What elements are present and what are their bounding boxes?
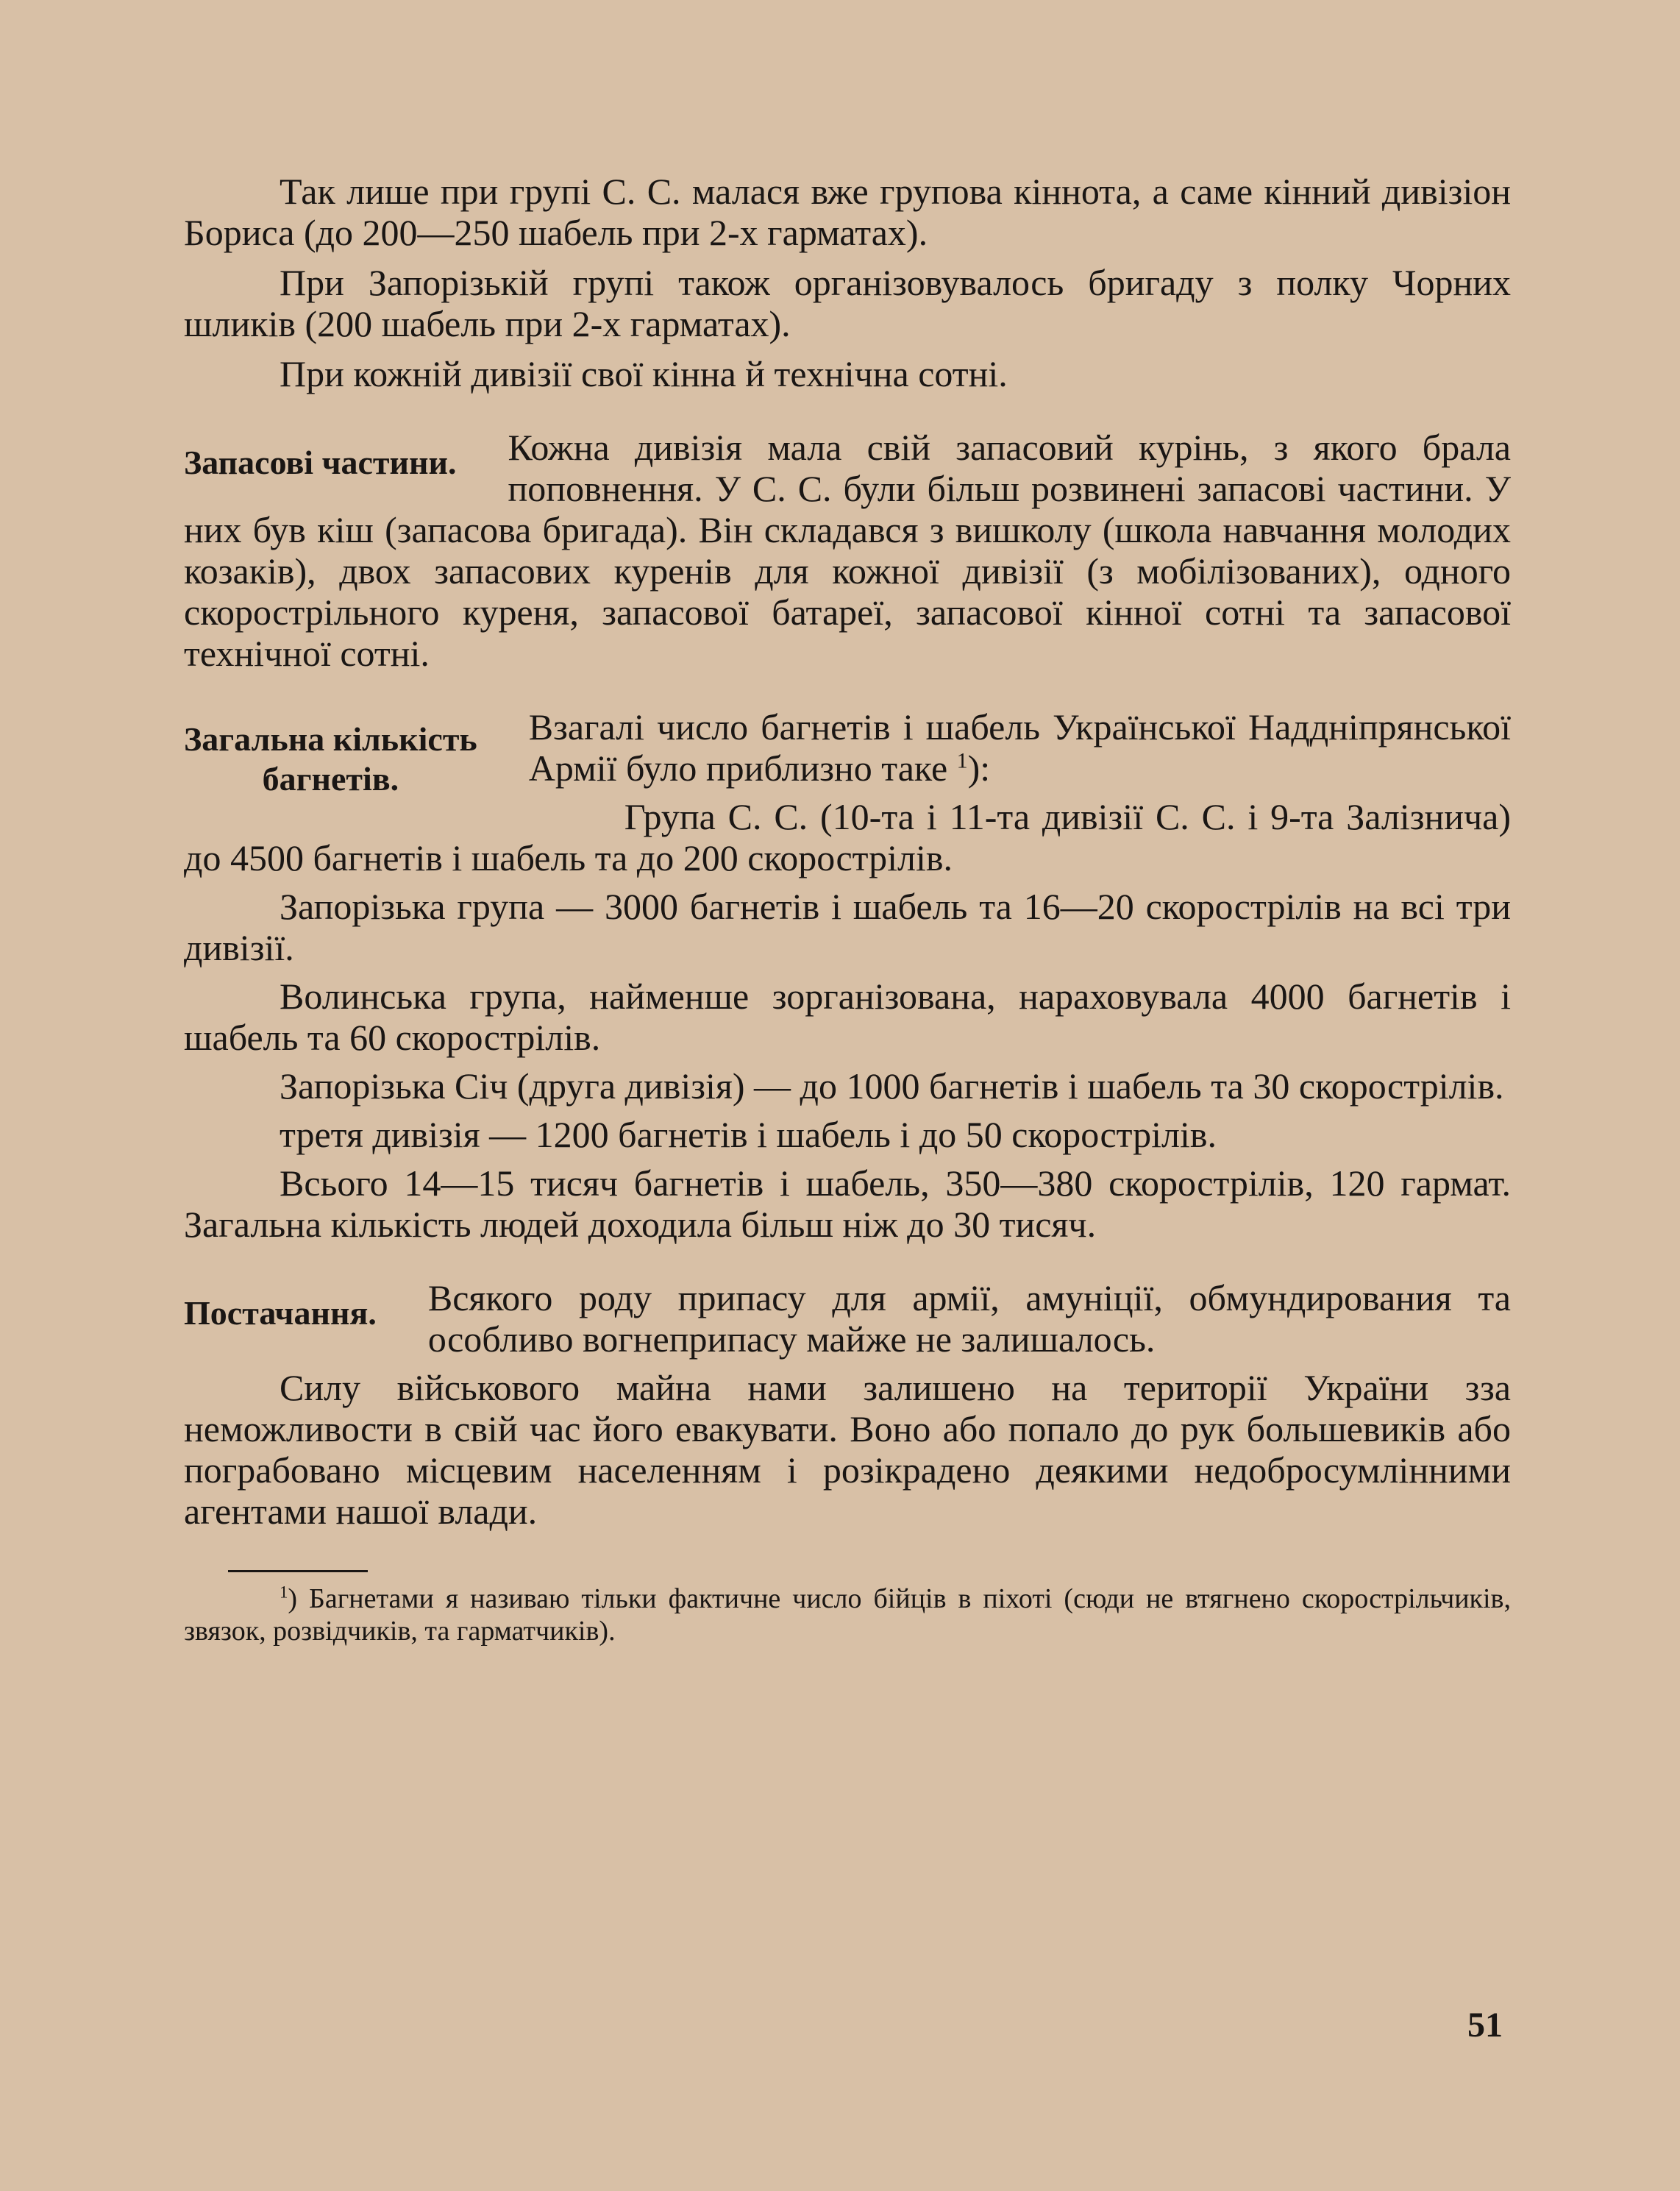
paragraph-group-ss: Група С. С. (10-та і 11-та дивізії С. С. і 9-та Залізнича) до 4500 багнетів і шабель та до 200 скорострілів. [184,796,1511,878]
paragraph-supply: Всякого роду припасу для армії, амуніції, обмундирования та особливо вогнеприпасу майже не залишалось. [427,1277,1511,1360]
total-intro-text: Взагалі число багнетів і шабель Української Наддніпрянської Армії було приблизно таке [528,706,1511,789]
paragraph-third-division: третя дивізія — 1200 багнетів і шабель і до 50 скорострілів. [280,1114,1217,1155]
paragraph-reserve-units: Кожна дивізія мала свій запасовий курінь, з якого брала поповнення. У С. С. були більш розвинені запасові частини. У них був кіш (запасова бригада). Він складався з вишколу (школа навчання молодих козаків), двох запасових куренів для кожної дивізії (з мобілізованих), одного скорострільного куреня, запасової батареї, запасової кінної сотні та запасової технічної сотні. [184,427,1511,674]
section-total-bayonets [184,706,1511,798]
section-supply [184,1277,1511,1360]
page-number: 51 [1467,2006,1503,2045]
total-intro-end: ): [967,748,991,789]
paragraph-division-sotni: При кожній дивізії свої кінна й технічна сотні. [280,353,1008,394]
footnote-reference: 1 [956,748,968,773]
paragraph-group-zaporizhzhia: Запорізька група — 3000 багнетів і шабель та 16—20 скорострілів на всі три дивізії. [184,886,1511,968]
footnote-text: ) Багнетами я називаю тільки фактичне число бійців в піхоті (сюди не втягнено скорострільчиків, звязок, розвідчиків, та гарматчиків). [184,1583,1511,1647]
page-body [184,171,1511,1647]
footnote-divider [228,1570,368,1572]
paragraph-cavalry-zaporizhzhia: При Запорізькій групі також організовувалось бригаду з полку Чорних шликів (200 шабель при 2-х гарматах). [184,262,1511,344]
paragraph-military-property: Силу військового майна нами залишено на території України зза неможливости в свій час його евакувати. Воно або попало до рук большевиків або пограбовано місцевим населенням і розікрадено деякими недобросумлінними агентами нашої влади. [184,1367,1511,1532]
paragraph-cavalry-ss: Так лише при групі С. С. малася вже групова кіннота, а саме кінний дивізіон Бориса (до 200—250 шабель при 2-х гарматах). [184,171,1511,253]
section-heading-total-line1: Загальна кількість [184,720,477,758]
paragraph-total-sum: Всього 14—15 тисяч багнетів і шабель, 350—380 скорострілів, 120 гармат. Загальна кількість людей доходила більш ніж до 30 тисяч. [184,1162,1511,1245]
section-heading-supply: Постачання. [184,1294,377,1332]
paragraph-group-volyn: Волинська група, найменше зорганізована, нараховувала 4000 багнетів і шабель та 60 скорострілів. [184,976,1511,1058]
footnote-marker: 1 [280,1583,288,1602]
section-heading-total-line2: багнетів. [262,760,399,798]
paragraph-zaporizhian-sich: Запорізька Січ (друга дивізія) — до 1000 багнетів і шабель та 30 скорострілів. [280,1065,1504,1107]
section-reserve-units [184,427,1511,674]
section-heading-total [184,720,477,799]
section-heading-reserve: Запасові частини. [184,444,457,481]
footnote [184,1583,1511,1647]
